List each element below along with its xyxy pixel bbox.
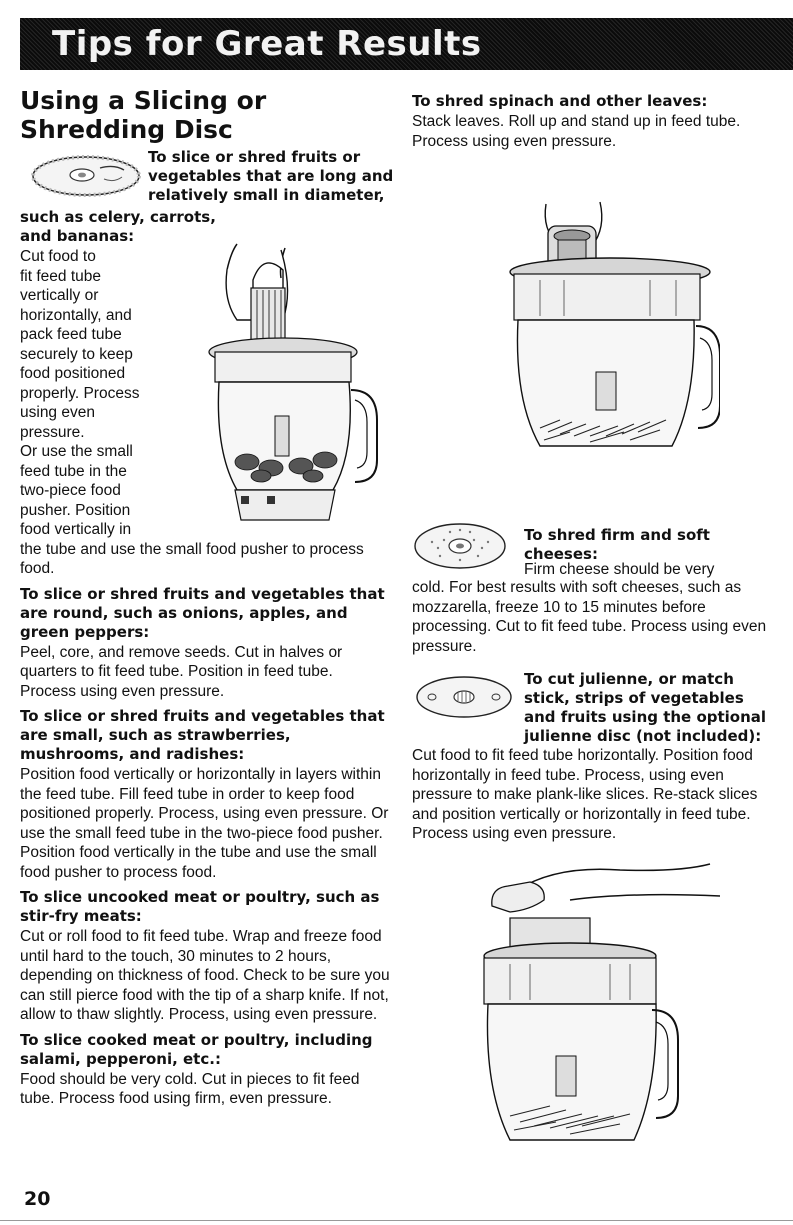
- spinach-body: Stack leaves. Roll up and stand up in feed tube. Process using even pressure.: [412, 113, 741, 150]
- heading-line: and bananas:: [20, 227, 135, 245]
- body-line: feed tube in the: [20, 462, 127, 480]
- cheese-body-first: Firm cheese should be very: [524, 561, 715, 578]
- body-line: Or use the small: [20, 443, 133, 460]
- heading-line: and fruits using the optional: [524, 708, 767, 726]
- uncooked-meat-heading: To slice uncooked meat or poultry, such as stir-fry meats:: [20, 888, 380, 925]
- julienne-heading-row: [412, 664, 787, 746]
- cheese-section: [412, 518, 787, 844]
- heading-line: such as celery, carrots,: [20, 208, 216, 226]
- julienne-body: Cut food to fit feed tube horizontally. Position food horizontally in feed tube. Process, using even pressure to make plank-like slices. Re-stack slices and position vertically or horizontally in feed tube. Process using even pressure.: [412, 747, 758, 842]
- spinach-heading: To shred spinach and other leaves:: [412, 92, 708, 110]
- long-produce-body: [20, 247, 195, 540]
- heading-line: To shred firm and soft: [524, 526, 710, 544]
- section-title: [20, 86, 390, 144]
- page-number: 20: [24, 1188, 51, 1210]
- uncooked-meat-body: Cut or roll food to fit feed tube. Wrap and freeze food until hard to the touch, 30 minutes to 2 hours, depending on thickness of food. Check to be sure you can still pierce food with the tip of a sharp knife. If not, allow to thaw slightly. Process, using even pressure.: [20, 928, 390, 1023]
- body-line: pack feed tube: [20, 326, 122, 343]
- body-line: properly. Process: [20, 384, 140, 402]
- body-line: fit feed tube: [20, 267, 102, 285]
- disc-heading-line: To slice or shred fruits or: [148, 148, 361, 166]
- section-title-line-2: Shredding Disc: [20, 115, 233, 144]
- small-produce-body: Position food vertically or horizontally in layers within the feed tube. Fill feed tube in order to keep food positioned properly. Process, using even pressure. Or use the small feed tube in the two-piece food pusher. Position food vertically in the tube and use the small food pusher to process food.: [20, 766, 389, 881]
- disc-heading-line: vegetables that are long and: [148, 167, 394, 185]
- cheese-heading-row: [412, 518, 787, 578]
- cheese-heading: [524, 526, 710, 564]
- julienne-processor-illustration: [470, 860, 740, 1165]
- heading-line: cheeses:: [524, 545, 598, 563]
- spinach-processor-illustration: [500, 196, 720, 461]
- julienne-disc-icon: [414, 674, 514, 720]
- slicing-disc-heading: [148, 148, 398, 205]
- disc-heading-line: relatively small in diameter,: [148, 186, 385, 204]
- cooked-meat-heading: To slice cooked meat or poultry, including salami, pepperoni, etc.:: [20, 1030, 373, 1068]
- body-line: pressure.: [20, 423, 85, 441]
- small-produce-heading: To slice or shred fruits and vegetables that are small, such as strawberries, mushrooms, and radishes:: [20, 707, 385, 763]
- long-produce-body-tail: the tube and use the small food pusher to process food.: [20, 540, 364, 577]
- body-line: pusher. Position: [20, 501, 131, 519]
- celery-processor-illustration: [205, 240, 385, 530]
- body-line: using even: [20, 404, 95, 421]
- section-title-line-1: Using a Slicing or: [20, 86, 267, 115]
- slicing-disc-icon: [30, 154, 142, 198]
- body-line: vertically or: [20, 287, 99, 304]
- footer-divider: [0, 1220, 793, 1221]
- body-line: securely to keep: [20, 345, 133, 363]
- round-produce-heading: To slice or shred fruits and vegetables that are round, such as onions, apples, and green peppers:: [20, 584, 385, 641]
- body-line: food vertically in: [20, 521, 132, 538]
- round-produce-body: Peel, core, and remove seeds. Cut in halves or quarters to fit feed tube. Position in feed tube. Process using even pressure.: [20, 643, 343, 700]
- body-line: food positioned: [20, 365, 126, 382]
- shredding-disc-icon: [412, 518, 508, 574]
- heading-line: stick, strips of vegetables: [524, 689, 744, 707]
- body-line: two-piece food: [20, 482, 121, 499]
- banner-title: Tips for Great Results: [52, 24, 482, 64]
- slicing-disc-heading-row: [20, 148, 394, 212]
- julienne-heading: [524, 670, 766, 746]
- body-line: Cut food to: [20, 248, 96, 265]
- heading-line: To cut julienne, or match: [524, 670, 734, 688]
- body-line: horizontally, and: [20, 306, 132, 324]
- cooked-meat-body: Food should be very cold. Cut in pieces to fit feed tube. Process food using firm, even pressure.: [20, 1070, 360, 1107]
- page-banner: [20, 18, 793, 70]
- right-column: [412, 86, 782, 151]
- cheese-body: cold. For best results with soft cheeses, such as mozzarella, freeze 10 to 15 minutes before processing. Cut to fit feed tube. Process using even pressure.: [412, 579, 767, 655]
- heading-line: julienne disc (not included):: [524, 727, 762, 745]
